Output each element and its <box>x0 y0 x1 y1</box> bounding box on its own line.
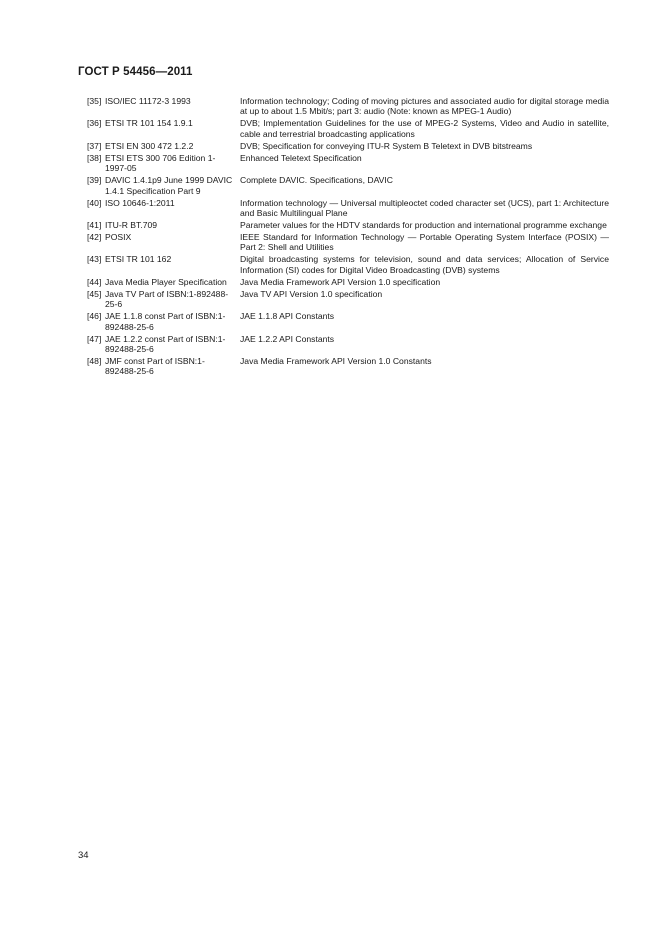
reference-title: Complete DAVIC. Specifications, DAVIC <box>240 175 393 186</box>
reference-row <box>87 118 609 139</box>
reference-number: [44] <box>87 276 102 287</box>
reference-row <box>87 175 609 196</box>
reference-number: [46] <box>87 311 102 322</box>
reference-row <box>87 356 609 377</box>
reference-id: ETSI ETS 300 706 Edition 1-1997-05 <box>105 152 216 174</box>
reference-title: Enhanced Teletext Specification <box>240 152 362 163</box>
reference-number: [36] <box>87 118 102 129</box>
reference-row <box>87 334 609 355</box>
reference-id: POSIX <box>105 232 132 243</box>
document-header: ГОСТ Р 54456—2011 <box>78 66 193 78</box>
reference-number: [41] <box>87 220 102 231</box>
reference-row <box>87 277 609 287</box>
reference-row <box>87 153 609 174</box>
reference-title: Information technology — Universal multipleoctet coded character set (UCS), part 1: Architecture and Basic Multilingual Plane <box>240 197 609 219</box>
reference-id: ETSI TR 101 154 1.9.1 <box>105 118 193 129</box>
reference-number: [47] <box>87 333 102 344</box>
reference-id: DAVIC 1.4.1p9 June 1999 DAVIC 1.4.1 Specification Part 9 <box>105 175 233 196</box>
reference-number: [35] <box>87 96 102 106</box>
reference-number: [42] <box>87 232 102 243</box>
reference-title: Java Media Framework API Version 1.0 specification <box>240 276 441 287</box>
reference-id: ISO/IEC 11172-3 1993 <box>105 96 191 106</box>
reference-number: [48] <box>87 356 102 367</box>
reference-id: Java TV Part of ISBN:1-892488-25-6 <box>105 288 229 310</box>
references-list <box>87 96 609 378</box>
reference-title: Java Media Framework API Version 1.0 Constants <box>240 356 432 367</box>
reference-title: JAE 1.2.2 API Constants <box>240 333 335 344</box>
reference-title: IEEE Standard for Information Technology — Portable Operating System Interface (POSIX) — Part 2: Shell and Utilities <box>240 232 609 253</box>
reference-number: [43] <box>87 254 102 265</box>
reference-number: [40] <box>87 197 102 208</box>
reference-row <box>87 311 609 332</box>
reference-id: ITU-R BT.709 <box>105 220 158 231</box>
reference-number: [45] <box>87 288 102 299</box>
reference-row <box>87 232 609 253</box>
reference-row <box>87 141 609 151</box>
reference-id: ETSI EN 300 472 1.2.2 <box>105 140 194 151</box>
reference-number: [39] <box>87 175 102 186</box>
reference-id: JAE 1.2.2 const Part of ISBN:1-892488-25-6 <box>105 333 226 355</box>
reference-row <box>87 220 609 230</box>
reference-title: JAE 1.1.8 API Constants <box>240 311 335 322</box>
reference-title: Java TV API Version 1.0 specification <box>240 288 383 299</box>
reference-row <box>87 96 609 117</box>
reference-id: JAE 1.1.8 const Part of ISBN:1-892488-25-6 <box>105 311 226 332</box>
reference-title: Parameter values for the HDTV standards for production and international programme exchange <box>240 220 607 231</box>
reference-row <box>87 254 609 275</box>
reference-title: Digital broadcasting systems for television, sound and data services; Allocation of Service Information (SI) codes for Digital Video Broadcasting (DVB) systems <box>240 254 609 275</box>
reference-title: DVB; Specification for conveying ITU-R System B Teletext in DVB bitstreams <box>240 140 533 151</box>
page-number: 34 <box>78 850 89 861</box>
reference-id: JMF const Part of ISBN:1-892488-25-6 <box>105 356 205 377</box>
reference-title: Information technology; Coding of moving pictures and associated audio for digital storage media at up to about 1.5 Mbit/s; part 3: audio (Note: known as MPEG-1 Audio) <box>240 96 609 117</box>
reference-id: ISO 10646-1:2011 <box>105 197 175 208</box>
reference-number: [38] <box>87 152 102 163</box>
reference-number: [37] <box>87 140 102 151</box>
reference-row <box>87 289 609 310</box>
reference-title: DVB; Implementation Guidelines for the use of MPEG-2 Systems, Video and Audio in satellite, cable and terrestrial broadcasting applications <box>240 118 609 139</box>
reference-id: Java Media Player Specification <box>105 276 227 287</box>
reference-row <box>87 198 609 219</box>
reference-id: ETSI TR 101 162 <box>105 254 172 265</box>
